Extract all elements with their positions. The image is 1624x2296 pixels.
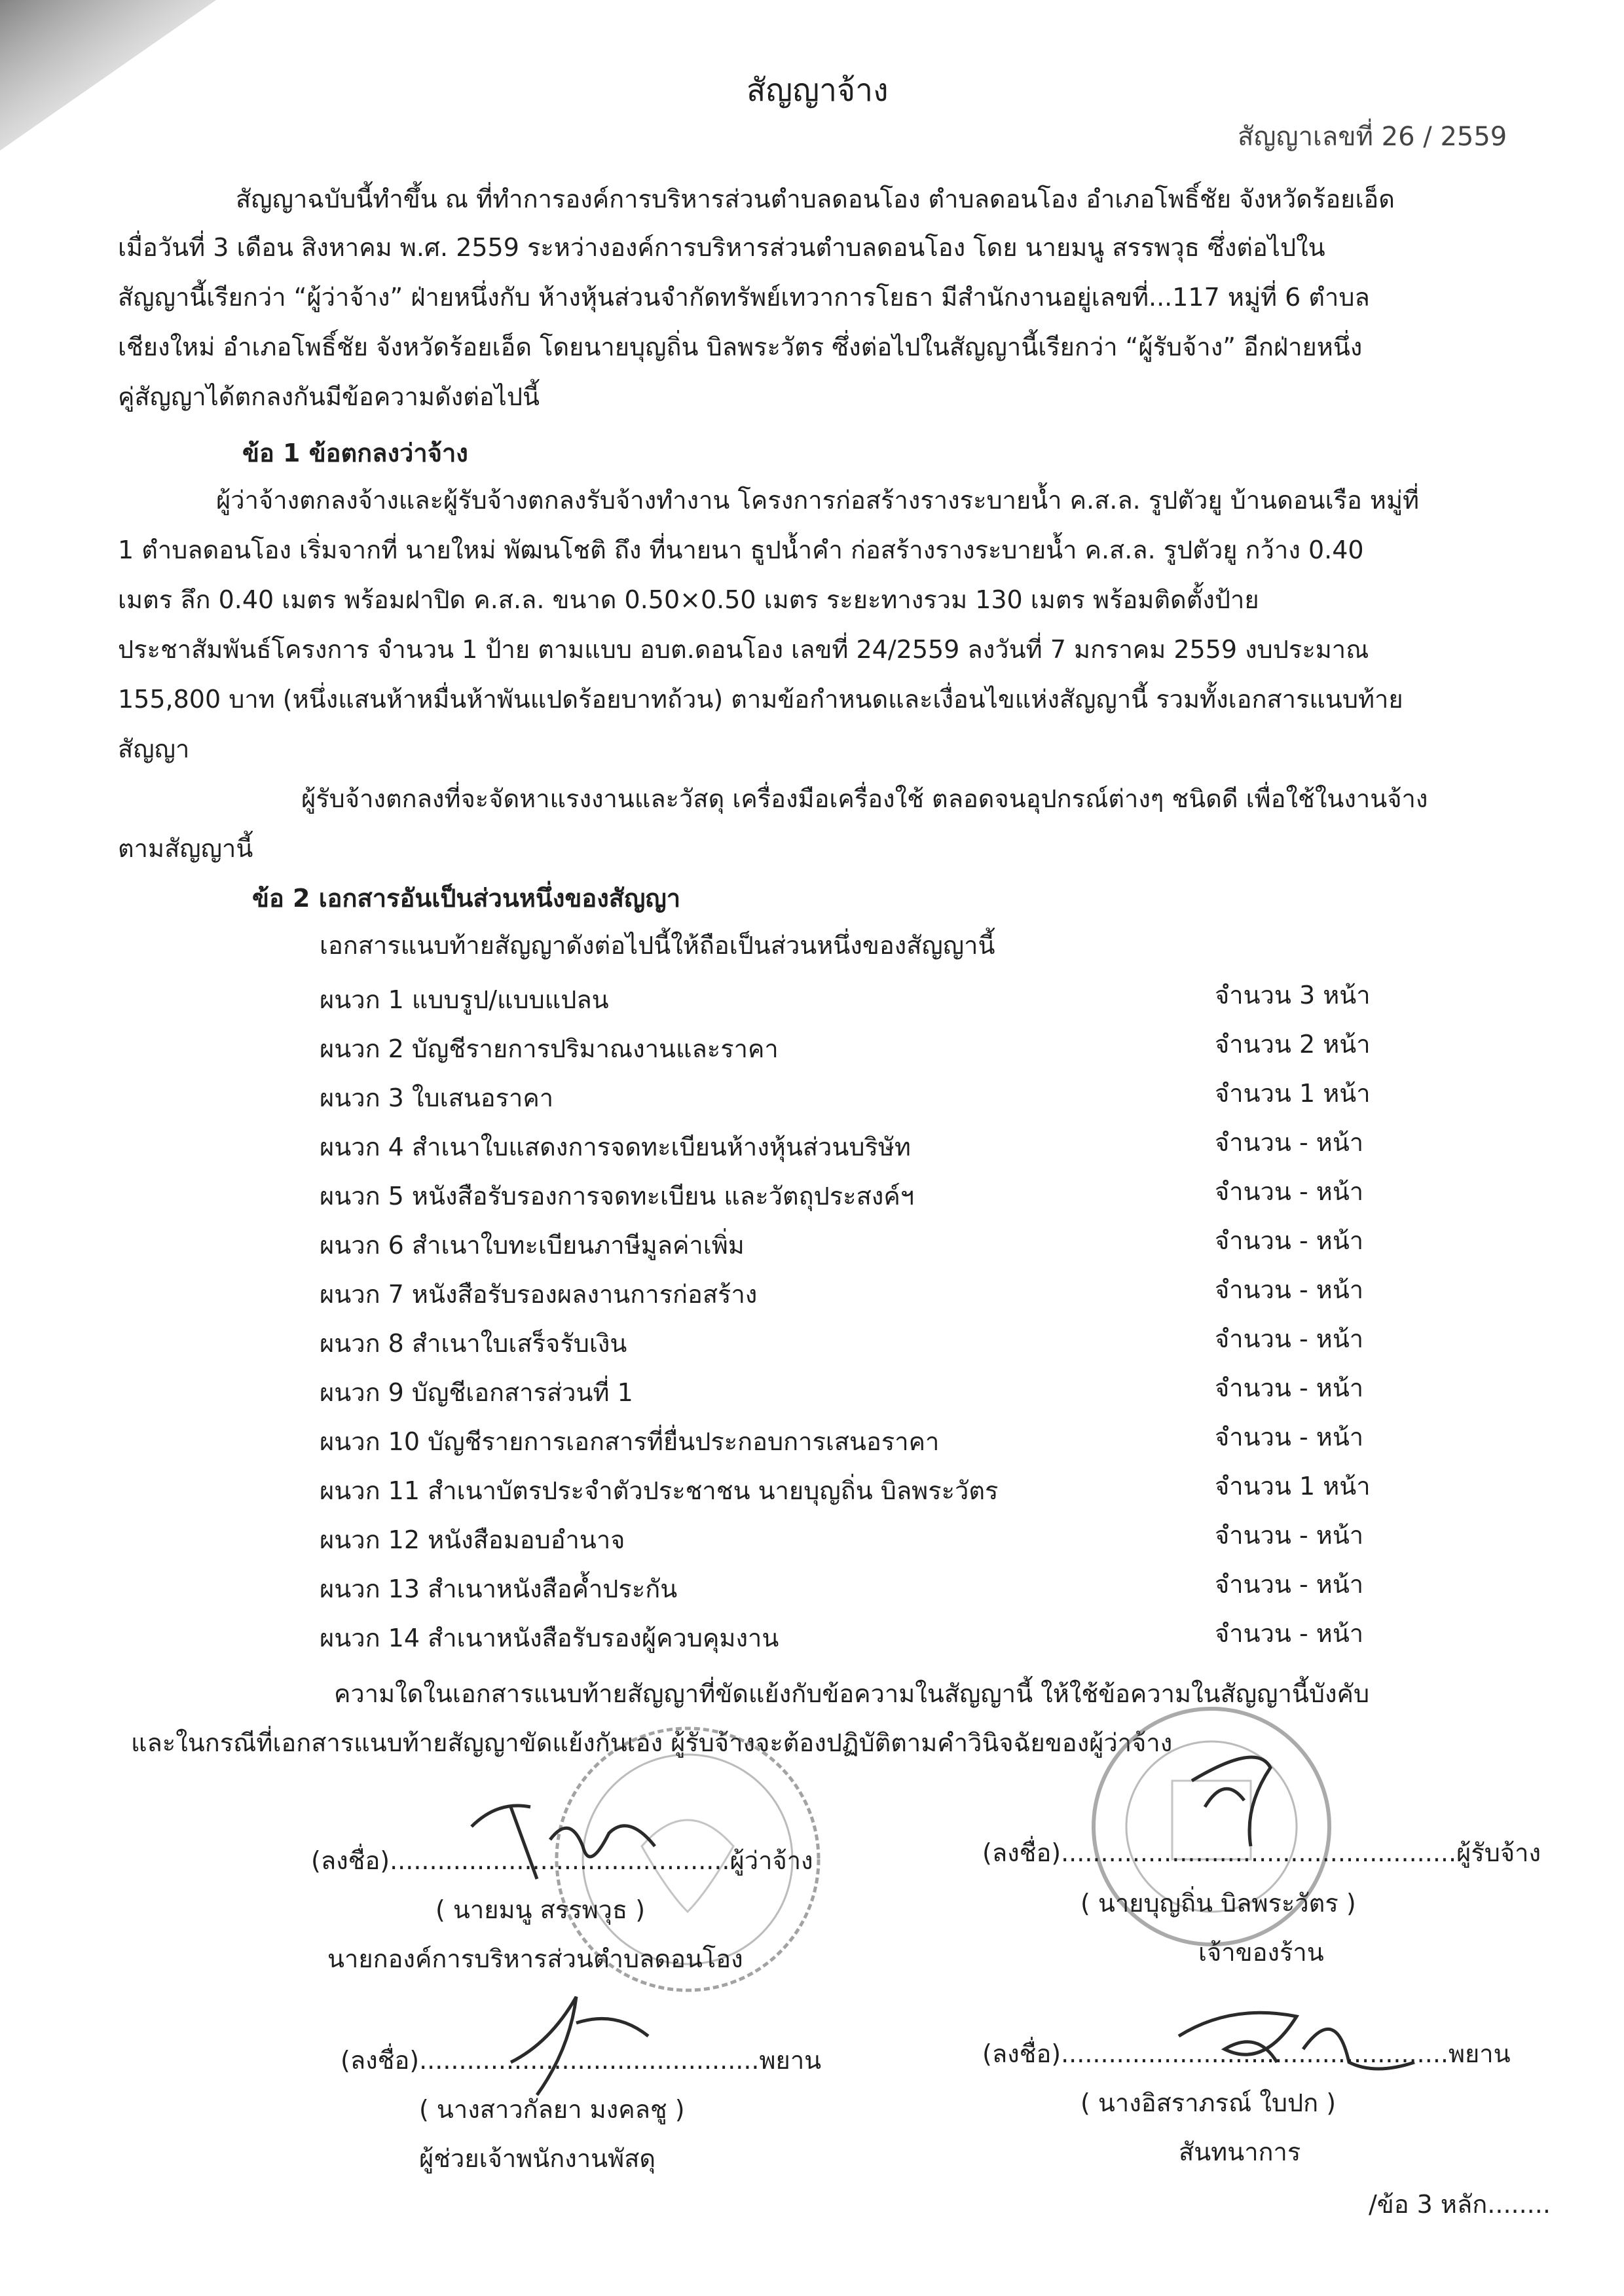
contractor-position: เจ้าของร้าน: [1198, 1938, 1324, 1967]
attachment-count: จำนวน 3 หน้า: [1215, 981, 1371, 1010]
clause-1-line: ประชาสัมพันธ์โครงการ จำนวน 1 ป้าย ตามแบบ อบต.ดอนโอง เลขที่ 24/2559 ลงวันที่ 7 มกราคม 2559 งบประมาณ: [118, 635, 1369, 664]
witness1-position: ผู้ช่วยเจ้าพนักงานพัสดุ: [419, 2144, 656, 2173]
employer-name: ( นายมนู สรรพวุธ ): [435, 1895, 646, 1924]
intro-line: สัญญานี้เรียกว่า “ผู้ว่าจ้าง” ฝ่ายหนึ่งกับ ห้างหุ้นส่วนจำกัดทรัพย์เทวาการโยธา มีสำนักงานอยู่เลขที่...117 หมู่ที่ 6 ตำบล: [118, 283, 1370, 312]
attachment-count: จำนวน 1 หน้า: [1215, 1079, 1371, 1108]
witness2-sign-line: (ลงชื่อ).................................................พยาน: [982, 2039, 1511, 2068]
intro-line: เชียงใหม่ อำเภอโพธิ์ชัย จังหวัดร้อยเอ็ด โดยนายบุญถิ่น บิลพระวัตร ซึ่งต่อไปในสัญญานี้เรียกว่า “ผู้รับจ้าง” อีกฝ่ายหนึ่ง: [118, 333, 1363, 361]
witness1-name: ( นางสาวกัลยา มงคลชู ): [419, 2095, 685, 2124]
contract-number: สัญญาเลขที่ 26 / 2559: [1238, 122, 1507, 152]
attachment-count: จำนวน - หน้า: [1215, 1128, 1364, 1157]
attachment-label: ผนวก 11 สำเนาบัตรประจำตัวประชาชน นายบุญถิ่น บิลพระวัตร: [320, 1476, 999, 1505]
attachment-count: จำนวน - หน้า: [1215, 1570, 1364, 1599]
attachment-label: ผนวก 6 สำเนาใบทะเบียนภาษีมูลค่าเพิ่ม: [320, 1231, 745, 1260]
witness1-sign-line: (ลงชื่อ)...........................................พยาน: [341, 2046, 822, 2075]
attachment-label: ผนวก 9 บัญชีเอกสารส่วนที่ 1: [320, 1378, 633, 1407]
document-title: สัญญาจ้าง: [747, 72, 889, 109]
clause-2-closing: ความใดในเอกสารแนบท้ายสัญญาที่ขัดแย้งกับข้อความในสัญญานี้ ให้ใช้ข้อความในสัญญานี้บังคับ: [334, 1679, 1370, 1708]
witness2-name: ( นางอิสราภรณ์ ใบปก ): [1080, 2088, 1337, 2117]
contractor-name: ( นายบุญถิ่น บิลพระวัตร ): [1080, 1889, 1356, 1918]
attachment-label: ผนวก 7 หนังสือรับรองผลงานการก่อสร้าง: [320, 1280, 758, 1309]
scan-edge-shadow: [0, 0, 282, 170]
intro-line: เมื่อวันที่ 3 เดือน สิงหาคม พ.ศ. 2559 ระหว่างองค์การบริหารส่วนตำบลดอนโอง โดย นายมนู สรรพวุธ ซึ่งต่อไปใน: [118, 233, 1325, 262]
clause-1-para2: ผู้รับจ้างตกลงที่จะจัดหาแรงงานและวัสดุ เครื่องมือเครื่องใช้ ตลอดจนอุปกรณ์ต่างๆ ชนิดดี เพื่อใช้ในงานจ้าง: [301, 784, 1428, 813]
intro-line: คู่สัญญาได้ตกลงกันมีข้อความดังต่อไปนี้: [118, 382, 540, 411]
attachment-label: ผนวก 2 บัญชีรายการปริมาณงานและราคา: [320, 1034, 779, 1063]
attachment-count: จำนวน 1 หน้า: [1215, 1472, 1371, 1501]
attachment-label: ผนวก 4 สำเนาใบแสดงการจดทะเบียนห้างหุ้นส่วนบริษัท: [320, 1133, 911, 1161]
attachment-label: ผนวก 5 หนังสือรับรองการจดทะเบียน และวัตถุประสงค์ฯ: [320, 1182, 915, 1211]
attachment-label: ผนวก 12 หนังสือมอบอำนาจ: [320, 1525, 625, 1554]
attachment-count: จำนวน - หน้า: [1215, 1619, 1364, 1648]
attachment-label: ผนวก 1 แบบรูป/แบบแปลน: [320, 985, 609, 1014]
attachment-label: ผนวก 13 สำเนาหนังสือค้ำประกัน: [320, 1575, 678, 1603]
employer-position: นายกองค์การบริหารส่วนตำบลดอนโอง: [327, 1944, 743, 1973]
attachment-count: จำนวน 2 หน้า: [1215, 1030, 1371, 1059]
contractor-sign-line: (ลงชื่อ)..................................................ผู้รับจ้าง: [982, 1838, 1541, 1867]
clause-1-line: เมตร ลึก 0.40 เมตร พร้อมฝาปิด ค.ส.ล. ขนาด 0.50×0.50 เมตร ระยะทางรวม 130 เมตร พร้อมติดตั้งป้าย: [118, 585, 1259, 614]
attachment-label: ผนวก 14 สำเนาหนังสือรับรองผู้ควบคุมงาน: [320, 1624, 779, 1652]
clause-1-line: ผู้ว่าจ้างตกลงจ้างและผู้รับจ้างตกลงรับจ้างทำงาน โครงการก่อสร้างรางระบายน้ำ ค.ส.ล. รูปตัวยู บ้านดอนเรือ หมู่ที่: [216, 486, 1420, 515]
witness2-position: สันทนาการ: [1179, 2138, 1301, 2166]
clause-2-intro: เอกสารแนบท้ายสัญญาดังต่อไปนี้ให้ถือเป็นส่วนหนึ่งของสัญญานี้: [320, 931, 995, 960]
clause-1-line: สัญญา: [118, 735, 190, 763]
attachment-count: จำนวน - หน้า: [1215, 1521, 1364, 1550]
attachment-label: ผนวก 8 สำเนาใบเสร็จรับเงิน: [320, 1329, 627, 1358]
clause-1-para2: ตามสัญญานี้: [118, 834, 253, 863]
attachment-count: จำนวน - หน้า: [1215, 1177, 1364, 1206]
clause-1-line: 155,800 บาท (หนึ่งแสนห้าหมื่นห้าพันแปดร้อยบาทถ้วน) ตามข้อกำหนดและเงื่อนไขแห่งสัญญานี้ รวมทั้งเอกสารแนบท้าย: [118, 685, 1403, 714]
clause-1-line: 1 ตำบลดอนโอง เริ่มจากที่ นายใหม่ พัฒนโชติ ถึง ที่นายนา ธูปน้ำคำ ก่อสร้างรางระบายน้ำ ค.ส.ล. รูปตัวยู กว้าง 0.40: [118, 536, 1364, 564]
clause-1-heading: ข้อ 1 ข้อตกลงว่าจ้าง: [242, 439, 468, 467]
clause-2-closing: และในกรณีที่เอกสารแนบท้ายสัญญาขัดแย้งกันเอง ผู้รับจ้างจะต้องปฏิบัติตามคำวินิจฉัยของผู้ว่าจ้าง: [131, 1728, 1173, 1757]
intro-line: สัญญาฉบับนี้ทำขึ้น ณ ที่ทำการองค์การบริหารส่วนตำบลดอนโอง ตำบลดอนโอง อำเภอโพธิ์ชัย จังหวัดร้อยเอ็ด: [236, 185, 1395, 213]
attachment-label: ผนวก 10 บัญชีรายการเอกสารที่ยื่นประกอบการเสนอราคา: [320, 1427, 940, 1456]
attachment-count: จำนวน - หน้า: [1215, 1374, 1364, 1402]
attachment-count: จำนวน - หน้า: [1215, 1324, 1364, 1353]
attachment-count: จำนวน - หน้า: [1215, 1226, 1364, 1255]
continuation-note: /ข้อ 3 หลัก........: [1369, 2190, 1551, 2219]
signature-employer: [458, 1787, 694, 1899]
clause-2-heading: ข้อ 2 เอกสารอันเป็นส่วนหนึ่งของสัญญา: [252, 884, 681, 913]
attachment-count: จำนวน - หน้า: [1215, 1423, 1364, 1451]
attachment-count: จำนวน - หน้า: [1215, 1275, 1364, 1304]
attachment-label: ผนวก 3 ใบเสนอราคา: [320, 1084, 554, 1112]
employer-sign-line: (ลงชื่อ)...........................................ผู้ว่าจ้าง: [311, 1846, 813, 1875]
